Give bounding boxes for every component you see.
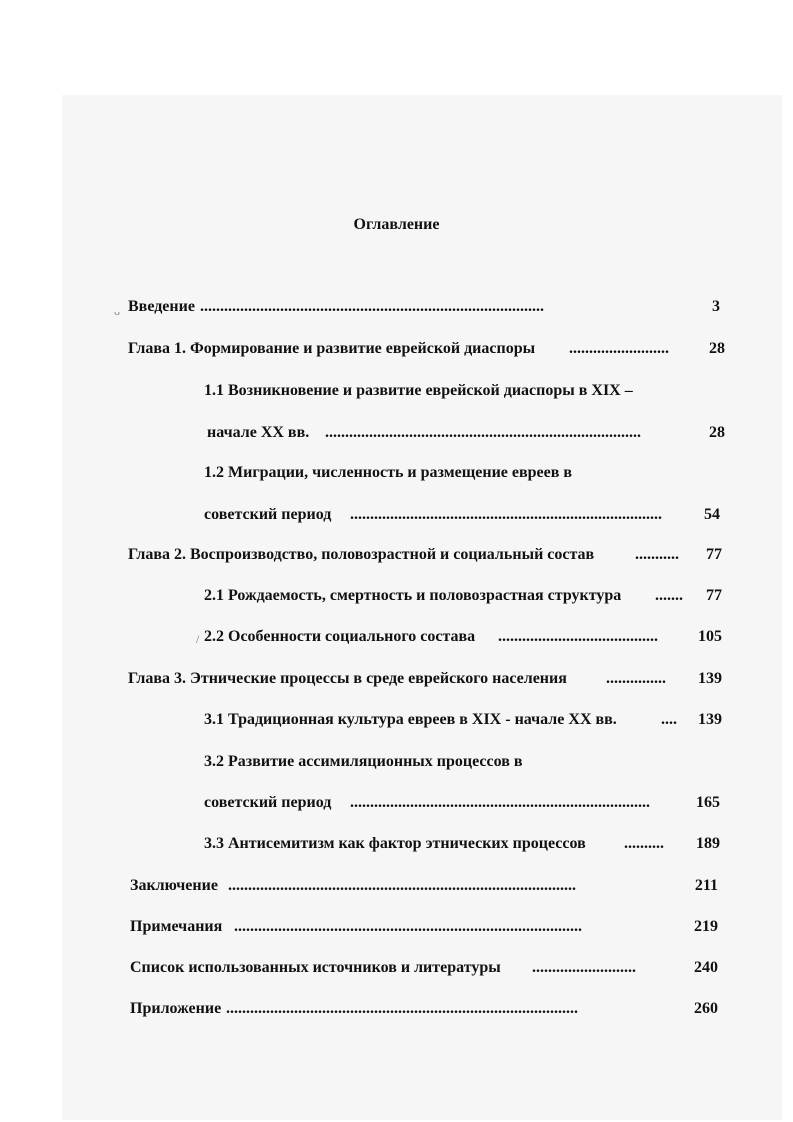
toc-entry-text: 3.3 Антисемитизм как фактор этнических процессов [204,835,586,852]
toc-entry-text: Глава 2. Воспроизводство, половозрастной и социальный состав [128,546,595,563]
toc-entry-section-3-2-cont [204,792,720,814]
toc-entry-chapter-1 [128,338,725,360]
toc-entry-text: 1.1 Возникновение и развитие еврейской диаспоры в XIX – [204,382,633,399]
toc-entry-text: Глава 1. Формирование и развитие еврейской диаспоры [128,340,536,357]
toc-entry-appendix [130,998,718,1020]
toc-page-number: 139 [698,670,722,687]
toc-entry-text: 3.2 Развитие ассимиляционных процессов в [204,753,523,770]
toc-page-number: 28 [709,424,725,441]
toc-leader-dots: ........................................................................................ [226,1000,578,1017]
toc-entry-section-3-2 [204,751,584,773]
toc-page-number: 260 [694,1000,718,1017]
toc-entry-section-3-1 [204,709,722,731]
toc-leader-dots: .... [661,711,677,728]
toc-page-number: 165 [696,794,720,811]
toc-entry-section-1-1-cont [207,422,725,444]
toc-entry-text: 3.1 Традиционная культура евреев в XIX - начале XX вв. [204,711,617,728]
toc-entry-text: Заключение [130,877,218,894]
toc-page-number: 3 [712,298,720,315]
toc-entry-text: советский период [204,794,332,811]
toc-entry-text: Список использованных источников и литературы [130,959,501,976]
toc-entry-text: советский период [204,506,332,523]
toc-leader-dots: ......................... [569,340,669,357]
toc-entry-section-1-2 [204,462,644,484]
toc-page-number: 189 [696,835,720,852]
toc-entry-section-1-1 [204,380,684,402]
toc-leader-dots: ....................................................................................... [228,877,576,894]
toc-entry-text: 1.2 Миграции, численность и размещение евреев в [204,464,573,481]
toc-entry-section-1-2-cont [204,504,720,526]
toc-leader-dots: .......................... [532,959,636,976]
toc-leader-dots: .......... [624,835,664,852]
toc-leader-dots: ....... [655,587,683,604]
toc-entry-text: 2.1 Рождаемость, смертность и половозрастная структура [204,587,622,604]
toc-leader-dots: ............................................................................... [325,424,641,441]
toc-entry-introduction [128,296,720,318]
toc-page-number: 219 [694,918,718,935]
toc-page-number: 77 [706,546,722,563]
toc-entry-chapter-2 [128,544,722,566]
toc-leader-dots: ...................................................................................... [200,298,544,315]
toc-leader-dots: ........... [635,546,679,563]
toc-entry-text: начале XX вв. [207,424,310,441]
toc-page-number: 105 [698,628,722,645]
toc-page-number: 211 [694,877,718,894]
toc-entry-chapter-3 [128,668,722,690]
toc-entry-section-3-3 [204,833,720,855]
toc-entry-text: Примечания [130,918,223,935]
toc-entry-text: 2.2 Особенности социального состава [204,628,476,645]
toc-leader-dots: .............................................................................. [350,506,662,523]
toc-page-number: 240 [694,959,718,976]
toc-leader-dots: ....................................................................................... [234,918,582,935]
toc-entry-bibliography [130,957,718,979]
toc-leader-dots: ........................................................................... [350,794,650,811]
toc-leader-dots: ........................................ [498,628,658,645]
toc-leader-dots: ............... [606,670,666,687]
toc-entry-text: Введение [128,298,195,315]
toc-entry-text: Глава 3. Этнические процессы в среде еврейского населения [128,670,567,687]
toc-entry-notes [130,916,718,938]
toc-page-number: 28 [709,340,725,357]
scan-mark-2: / [196,632,200,646]
toc-entry-section-2-1 [204,585,722,607]
toc-page-number: 77 [706,587,722,604]
page-title: Оглавление [353,216,440,233]
toc-entry-section-2-2 [204,626,722,648]
toc-entry-conclusion [130,875,718,897]
toc-page-number: 54 [704,506,720,523]
toc-page-number: 139 [698,711,722,728]
toc-entry-text: Приложение [130,1000,222,1017]
scan-mark-1: ᴗ [114,304,120,318]
